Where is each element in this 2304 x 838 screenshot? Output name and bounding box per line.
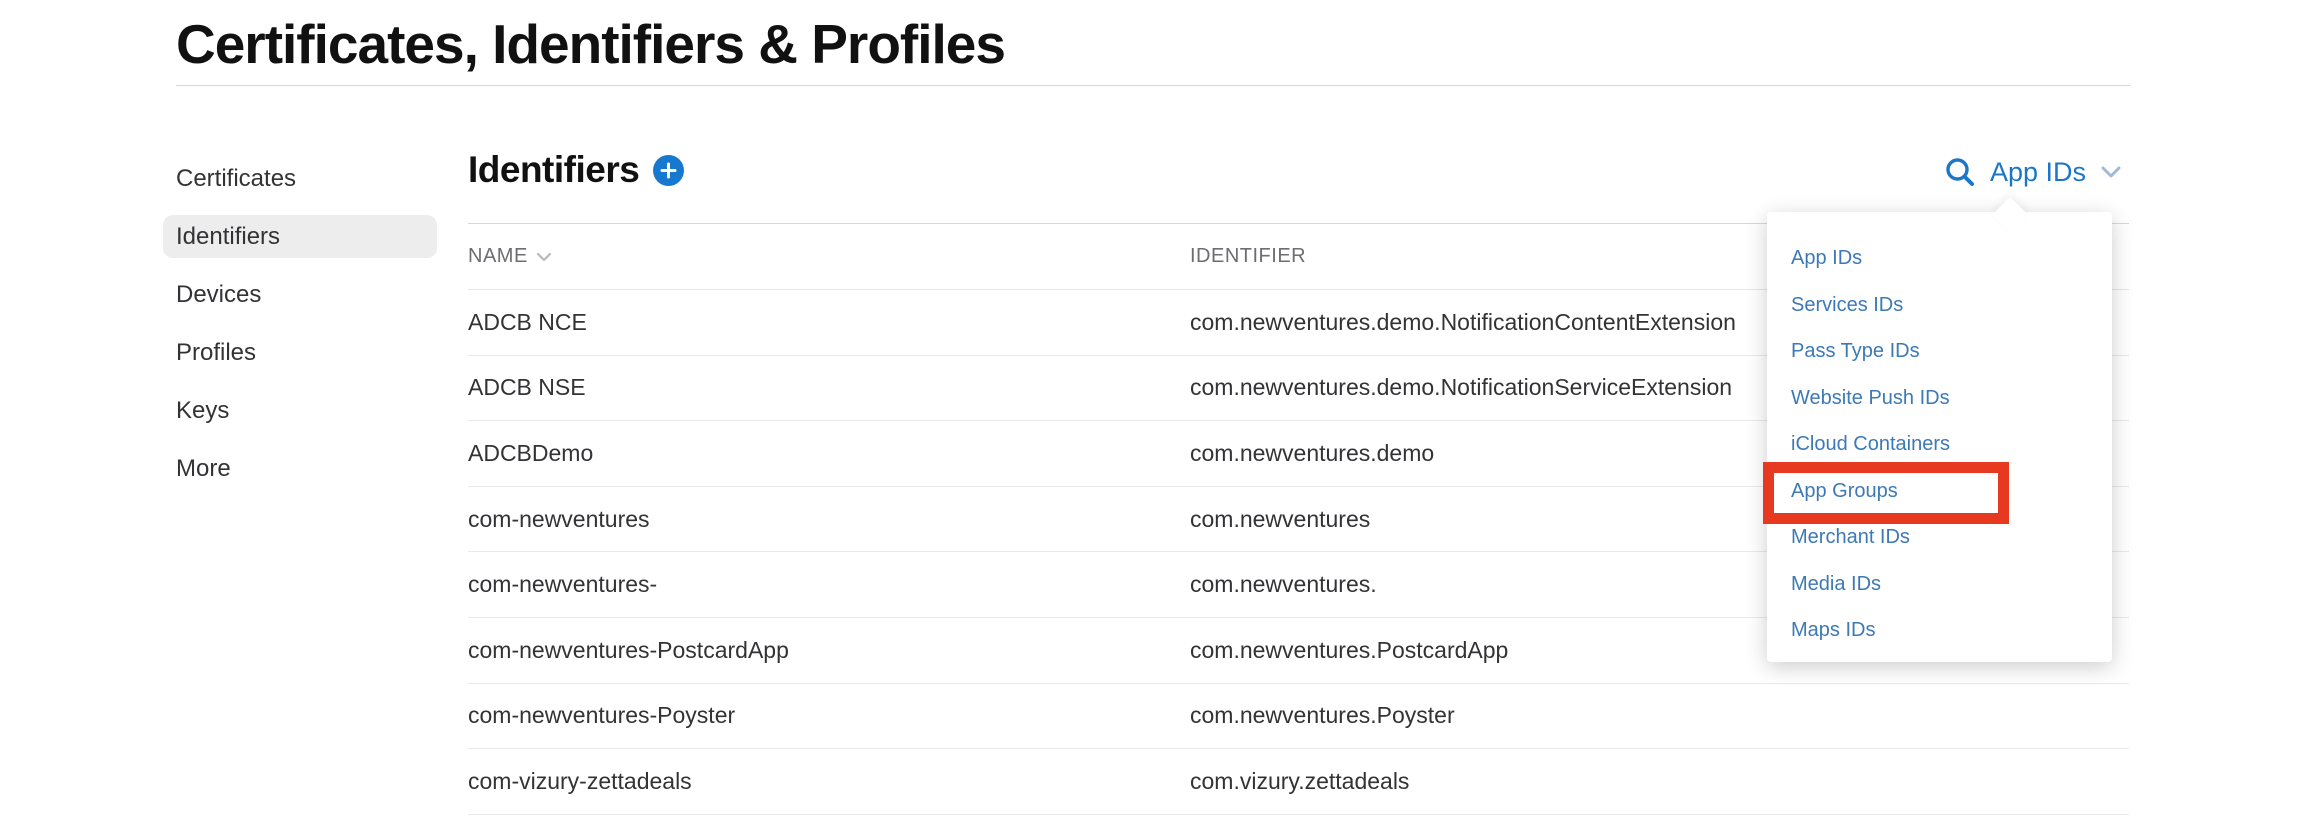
- cell-identifier: com.newventures.demo.NotificationContentExtension: [1190, 308, 1736, 335]
- menu-item-app-groups[interactable]: App Groups: [1791, 479, 1898, 502]
- menu-item-merchant-ids[interactable]: Merchant IDs: [1791, 526, 1910, 548]
- cell-identifier: com.newventures.demo: [1190, 439, 1435, 466]
- section-title: Identifiers: [468, 149, 640, 190]
- menu-item-pass-type-ids[interactable]: Pass Type IDs: [1791, 340, 1920, 362]
- sidebar-item-profiles[interactable]: Profiles: [176, 339, 257, 366]
- search-icon[interactable]: [1944, 156, 1976, 188]
- add-identifier-button[interactable]: [653, 155, 684, 186]
- sidebar: [163, 157, 437, 505]
- cell-identifier: com.newventures.PostcardApp: [1190, 636, 1509, 663]
- sidebar-item-identifiers[interactable]: Identifiers: [163, 215, 437, 258]
- table-row[interactable]: [468, 684, 2129, 750]
- cell-identifier: com.newventures.Poyster: [1190, 702, 1455, 729]
- cell-name[interactable]: com-newventures-: [468, 571, 658, 598]
- menu-item-app-ids[interactable]: App IDs: [1791, 247, 1863, 269]
- cell-name[interactable]: com-newventures: [468, 505, 650, 532]
- menu-item-maps-ids[interactable]: Maps IDs: [1791, 619, 1876, 641]
- cell-name[interactable]: ADCB NCE: [468, 308, 587, 335]
- identifier-type-selector[interactable]: [1944, 152, 2122, 192]
- page-title: Certificates, Identifiers & Profiles: [176, 13, 1005, 75]
- type-selector-label[interactable]: App IDs: [1990, 156, 2087, 187]
- sidebar-item-certificates[interactable]: Certificates: [176, 165, 297, 192]
- column-header-name[interactable]: [468, 245, 1190, 268]
- cell-name[interactable]: ADCBDemo: [468, 439, 594, 466]
- identifier-header-label: IDENTIFIER: [1190, 245, 1307, 267]
- cell-identifier: com.newventures: [1190, 505, 1371, 532]
- sort-chevron-down-icon: [536, 252, 552, 262]
- cell-name[interactable]: com-vizury-zettadeals: [468, 767, 692, 794]
- cell-name[interactable]: com-newventures-Poyster: [468, 702, 736, 729]
- cell-identifier: com.newventures.demo.NotificationServiceExtension: [1190, 374, 1733, 401]
- sidebar-item-more[interactable]: More: [176, 455, 231, 482]
- dropdown-menu: [1767, 212, 2112, 654]
- cell-name[interactable]: com-newventures-PostcardApp: [468, 636, 789, 663]
- menu-item-media-ids[interactable]: Media IDs: [1791, 572, 1882, 595]
- title-divider: [176, 85, 2130, 86]
- menu-item-website-push-ids[interactable]: Website Push IDs: [1791, 386, 1950, 409]
- menu-item-icloud-containers[interactable]: iCloud Containers: [1791, 433, 1950, 455]
- content-header: [468, 149, 684, 191]
- cell-identifier: com.newventures.: [1190, 571, 1377, 598]
- identifier-type-dropdown: [1767, 212, 2112, 662]
- chevron-down-icon: [2100, 165, 2122, 179]
- sidebar-item-keys[interactable]: Keys: [176, 397, 230, 424]
- table-row[interactable]: [468, 749, 2129, 815]
- sidebar-item-devices[interactable]: Devices: [176, 281, 262, 308]
- cell-name[interactable]: ADCB NSE: [468, 374, 586, 401]
- cell-identifier: com.vizury.zettadeals: [1190, 767, 1410, 794]
- plus-icon: [660, 162, 677, 179]
- name-header-label: NAME: [468, 245, 528, 267]
- menu-item-services-ids[interactable]: Services IDs: [1791, 293, 1904, 316]
